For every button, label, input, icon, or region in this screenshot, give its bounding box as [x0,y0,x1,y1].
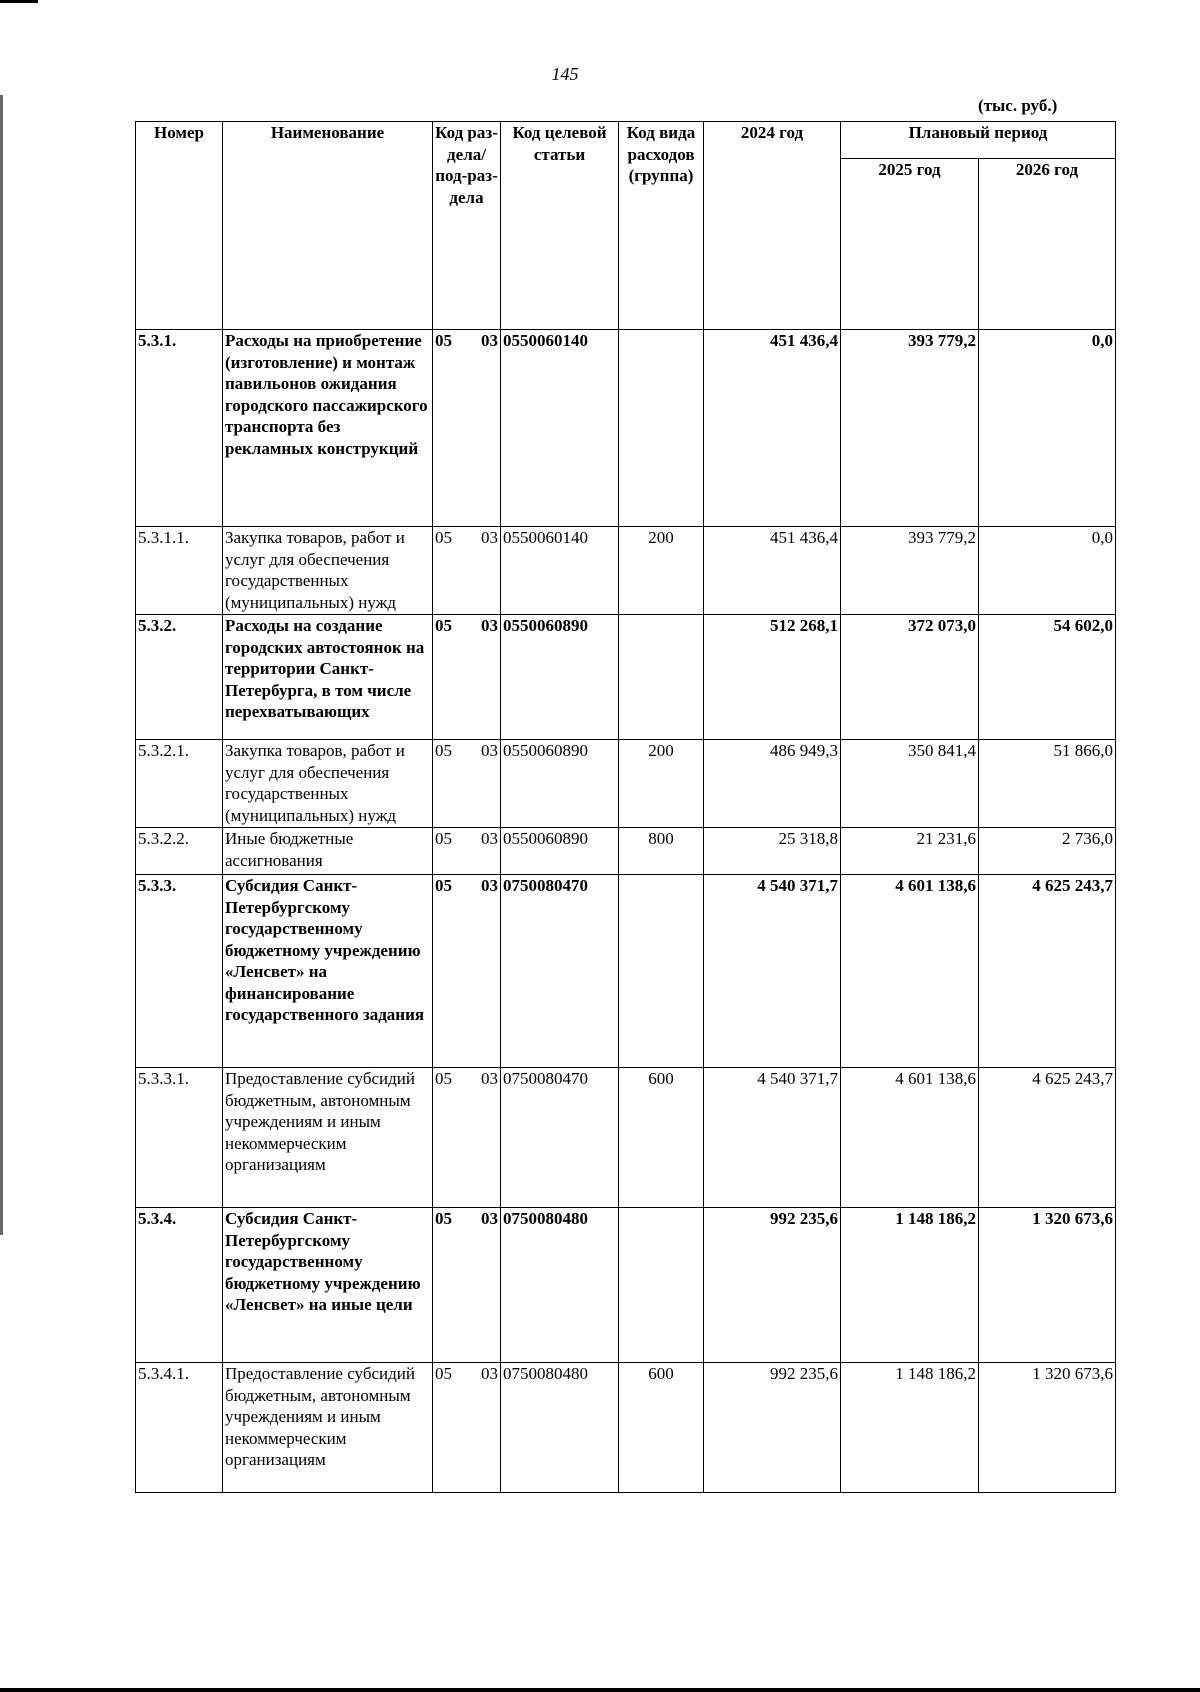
header-expense-type: Код вида расходов (группа) [619,122,704,330]
table-row [136,1208,1116,1363]
row-amount-2025: 1 148 186,2 [841,1363,979,1493]
row-amount-2025: 21 231,6 [841,828,979,875]
row-section-code [433,1208,501,1363]
row-target-code: 0750080470 [501,875,619,1068]
row-subsection: 03 [481,876,498,895]
row-target-code: 0750080470 [501,1068,619,1208]
row-section: 05 [435,1069,452,1088]
row-name: Расходы на создание городских автостоянок на территории Санкт-Петербурга, в том числе перехватывающих [223,615,433,740]
row-name: Предоставление субсидий бюджетным, автономным учреждениям и иным некоммерческим организациям [223,1068,433,1208]
header-section-code: Код раз-дела/ под-раз-дела [433,122,501,330]
row-number: 5.3.1.1. [136,527,223,615]
row-number: 5.3.2.1. [136,740,223,828]
row-target-code: 0750080480 [501,1208,619,1363]
table-row [136,875,1116,1068]
header-year-2026: 2026 год [979,159,1116,330]
row-expense-type: 200 [619,527,704,615]
row-section-code [433,875,501,1068]
row-target-code: 0550060140 [501,330,619,527]
row-name: Закупка товаров, работ и услуг для обеспечения государственных (муниципальных) нужд [223,527,433,615]
row-expense-type [619,1208,704,1363]
row-amount-2025: 4 601 138,6 [841,875,979,1068]
row-section: 05 [435,1209,452,1228]
row-subsection: 03 [481,528,498,547]
budget-table [135,121,1116,1493]
row-amount-2024: 486 949,3 [704,740,841,828]
row-number: 5.3.2. [136,615,223,740]
row-section-code [433,615,501,740]
units-label: (тыс. руб.) [978,96,1058,115]
table-header-row [136,122,1116,159]
header-year-2024: 2024 год [704,122,841,330]
row-amount-2025: 372 073,0 [841,615,979,740]
row-section: 05 [435,876,452,895]
row-amount-2026: 2 736,0 [979,828,1116,875]
header-planned-period: Плановый период [841,122,1116,159]
row-amount-2024: 992 235,6 [704,1363,841,1493]
row-target-code: 0550060890 [501,615,619,740]
row-amount-2024: 451 436,4 [704,527,841,615]
row-target-code: 0750080480 [501,1363,619,1493]
row-target-code: 0550060890 [501,740,619,828]
row-amount-2025: 1 148 186,2 [841,1208,979,1363]
row-expense-type: 200 [619,740,704,828]
table-row [136,330,1116,527]
row-name: Предоставление субсидий бюджетным, автономным учреждениям и иным некоммерческим организациям [223,1363,433,1493]
row-amount-2024: 451 436,4 [704,330,841,527]
row-amount-2026: 0,0 [979,527,1116,615]
row-section: 05 [435,741,452,760]
row-expense-type: 600 [619,1363,704,1493]
row-number: 5.3.4. [136,1208,223,1363]
header-number: Номер [136,122,223,330]
row-section-code [433,828,501,875]
table-row [136,828,1116,875]
row-amount-2025: 393 779,2 [841,330,979,527]
row-section: 05 [435,528,452,547]
row-expense-type [619,615,704,740]
row-amount-2026: 1 320 673,6 [979,1363,1116,1493]
table-row [136,615,1116,740]
row-amount-2025: 393 779,2 [841,527,979,615]
table-row [136,527,1116,615]
row-section-code [433,1068,501,1208]
scan-edge-mark-top [0,0,38,3]
row-number: 5.3.2.2. [136,828,223,875]
row-number: 5.3.3. [136,875,223,1068]
row-amount-2025: 350 841,4 [841,740,979,828]
row-subsection: 03 [481,1364,498,1383]
row-subsection: 03 [481,741,498,760]
row-section-code [433,527,501,615]
row-target-code: 0550060140 [501,527,619,615]
row-subsection: 03 [481,331,498,350]
row-amount-2026: 4 625 243,7 [979,1068,1116,1208]
row-expense-type: 800 [619,828,704,875]
row-amount-2026: 54 602,0 [979,615,1116,740]
row-section: 05 [435,616,452,635]
row-subsection: 03 [481,616,498,635]
row-amount-2025: 4 601 138,6 [841,1068,979,1208]
scan-edge-mark-bottom [0,1688,1200,1692]
page-number: 145 [551,64,579,84]
row-amount-2026: 4 625 243,7 [979,875,1116,1068]
row-number: 5.3.3.1. [136,1068,223,1208]
row-amount-2026: 1 320 673,6 [979,1208,1116,1363]
row-expense-type [619,875,704,1068]
row-section-code [433,740,501,828]
row-section: 05 [435,829,452,848]
row-number: 5.3.1. [136,330,223,527]
row-amount-2024: 4 540 371,7 [704,875,841,1068]
row-amount-2026: 0,0 [979,330,1116,527]
row-subsection: 03 [481,1069,498,1088]
row-name: Иные бюджетные ассигнования [223,828,433,875]
scan-edge-mark-left [0,95,3,1235]
table-row [136,740,1116,828]
row-name: Субсидия Санкт-Петербургскому государственному бюджетному учреждению «Ленсвет» на финансирование государственного задания [223,875,433,1068]
row-subsection: 03 [481,1209,498,1228]
row-expense-type [619,330,704,527]
row-amount-2024: 4 540 371,7 [704,1068,841,1208]
table-row [136,1363,1116,1493]
row-name: Закупка товаров, работ и услуг для обеспечения государственных (муниципальных) нужд [223,740,433,828]
row-amount-2024: 992 235,6 [704,1208,841,1363]
row-section-code [433,1363,501,1493]
row-amount-2024: 25 318,8 [704,828,841,875]
row-name: Расходы на приобретение (изготовление) и монтаж павильонов ожидания городского пассажирского транспорта без рекламных конструкций [223,330,433,527]
row-section: 05 [435,331,452,350]
row-amount-2024: 512 268,1 [704,615,841,740]
row-section: 05 [435,1364,452,1383]
row-expense-type: 600 [619,1068,704,1208]
row-number: 5.3.4.1. [136,1363,223,1493]
table-body [136,330,1116,1493]
row-target-code: 0550060890 [501,828,619,875]
row-name: Субсидия Санкт-Петербургскому государственному бюджетному учреждению «Ленсвет» на иные цели [223,1208,433,1363]
header-target-code: Код целевой статьи [501,122,619,330]
row-amount-2026: 51 866,0 [979,740,1116,828]
row-subsection: 03 [481,829,498,848]
header-name: Наименование [223,122,433,330]
header-year-2025: 2025 год [841,159,979,330]
table-row [136,1068,1116,1208]
row-section-code [433,330,501,527]
